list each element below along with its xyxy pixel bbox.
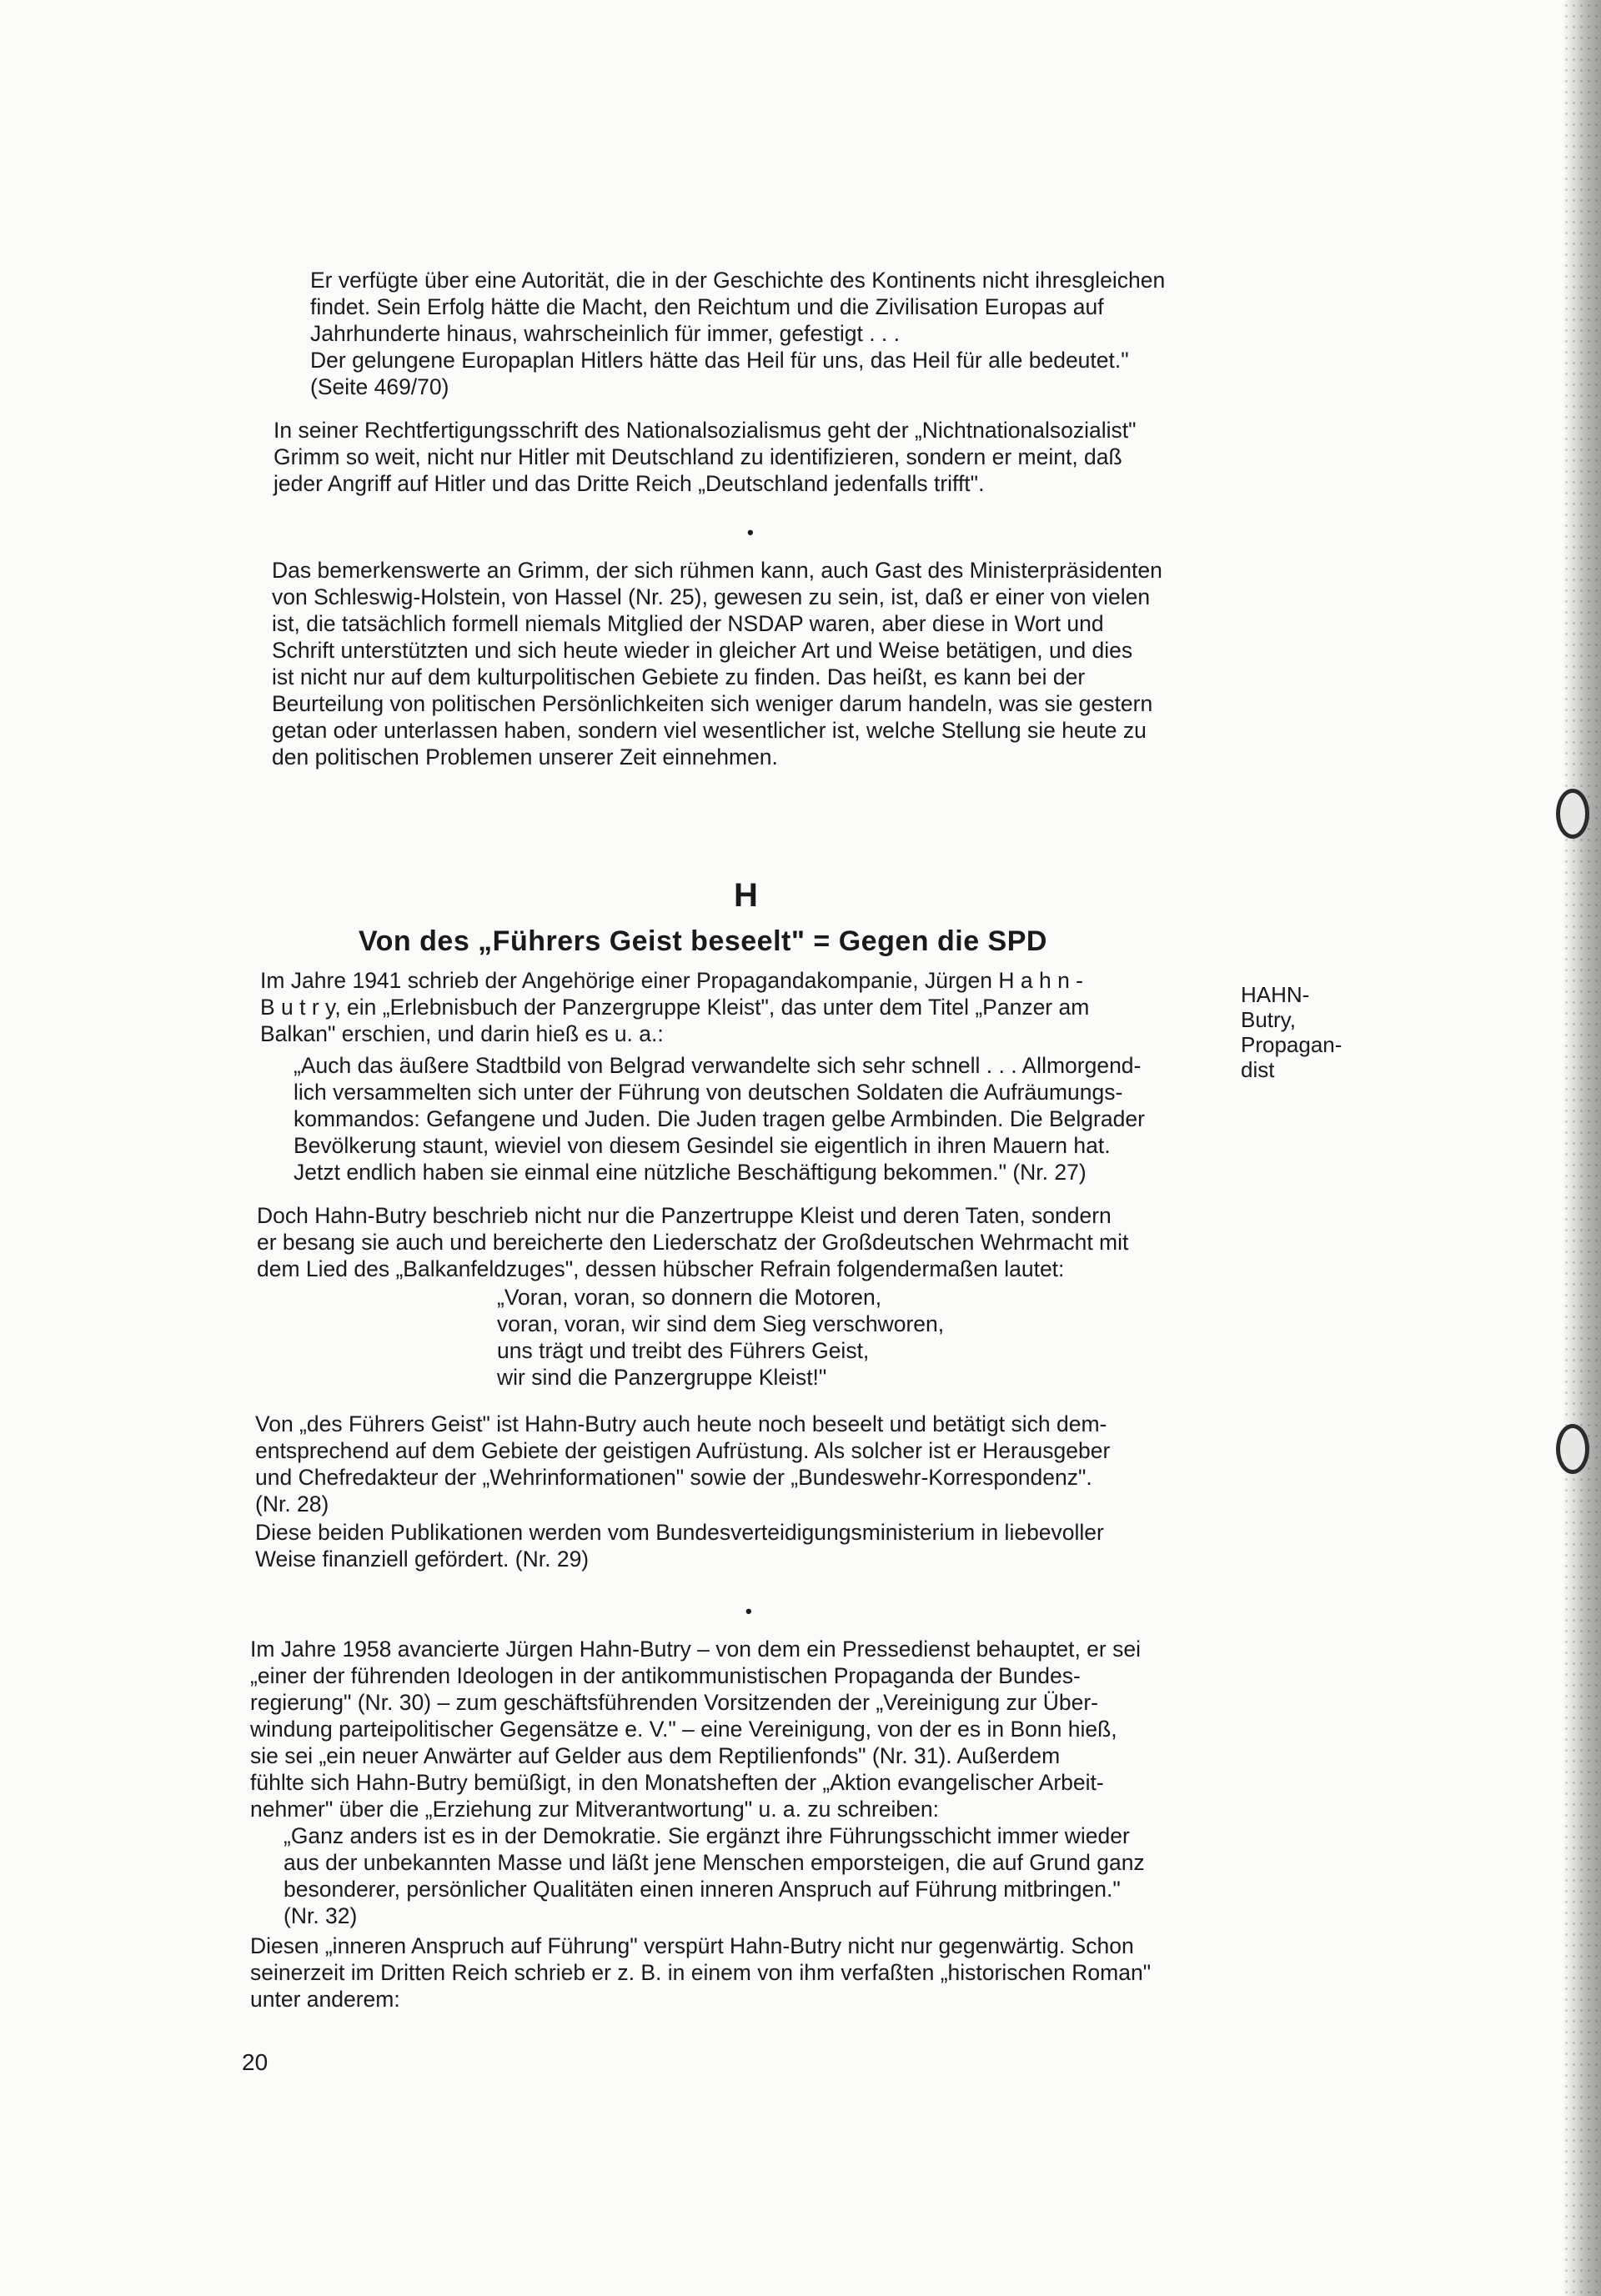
text-line: (Seite 469/70)	[310, 374, 449, 399]
margin-note-line: Propagan-	[1241, 1032, 1343, 1057]
text-line: Weise finanziell gefördert. (Nr. 29)	[255, 1547, 590, 1572]
verse-line: wir sind die Panzergruppe Kleist!"	[497, 1365, 827, 1390]
paragraph-geist	[255, 1411, 1231, 1517]
text-line: Im Jahre 1941 schrieb der Angehörige einer Propagandakompanie, Jürgen H a h n -	[260, 968, 1084, 993]
text-line: (Nr. 28)	[255, 1491, 329, 1516]
text-line: Beurteilung von politischen Persönlichkeiten sich weniger darum handeln, was sie gestern	[272, 691, 1153, 716]
paragraph-diesen	[250, 1933, 1234, 2013]
text-line: Jetzt endlich haben sie einmal eine nützliche Beschäftigung bekommen." (Nr. 27)	[294, 1160, 1087, 1185]
text-line: „Ganz anders ist es in der Demokratie. Sie ergänzt ihre Führungsschicht immer wieder	[284, 1823, 1130, 1848]
text-line: kommandos: Gefangene und Juden. Die Juden tragen gelbe Armbinden. Die Belgrader	[294, 1106, 1145, 1131]
text-line: Doch Hahn-Butry beschrieb nicht nur die Panzertruppe Kleist und deren Taten, sondern	[257, 1203, 1112, 1228]
text-line: findet. Sein Erfolg hätte die Macht, den Reichtum und die Zivilisation Europas auf	[310, 294, 1104, 319]
text-line: und Chefredakteur der „Wehrinformationen" sowie der „Bundeswehr-Korrespondenz".	[255, 1465, 1092, 1490]
paragraph-doch	[257, 1202, 1232, 1282]
text-line: fühlte sich Hahn-Butry bemüßigt, in den Monatsheften der „Aktion evangelischer Arbeit-	[250, 1770, 1104, 1795]
separator-bullet: •	[747, 522, 754, 543]
section-title: Von des „Führers Geist beseelt" = Gegen die SPD	[359, 925, 1047, 957]
text-line: er besang sie auch und bereicherte den Liederschatz der Großdeutschen Wehrmacht mit	[257, 1230, 1129, 1255]
text-line: (Nr. 32)	[284, 1903, 358, 1928]
paragraph-bemerkenswert	[272, 557, 1247, 770]
text-line: sie sei „ein neuer Anwärter auf Gelder aus dem Reptilienfonds" (Nr. 31). Außerdem	[250, 1743, 1061, 1768]
song-verse	[497, 1284, 944, 1391]
text-line: „einer der führenden Ideologen in der antikommunistischen Propaganda der Bundes-	[250, 1663, 1081, 1688]
text-line: entsprechend auf dem Gebiete der geistigen Aufrüstung. Als solcher ist er Herausgeber	[255, 1438, 1111, 1463]
intro-quote	[310, 267, 1252, 400]
margin-note-line: dist	[1241, 1057, 1275, 1082]
paragraph-1958	[250, 1636, 1234, 1822]
text-line: Diesen „inneren Anspruch auf Führung" verspürt Hahn-Butry nicht nur gegenwärtig. Schon	[250, 1933, 1134, 1958]
text-line: In seiner Rechtfertigungsschrift des Nationalsozialismus geht der „Nichtnationalsozialist"	[274, 418, 1137, 443]
text-line: Diese beiden Publikationen werden vom Bundesverteidigungsministerium in liebevoller	[255, 1520, 1104, 1545]
text-line: von Schleswig-Holstein, von Hassel (Nr. 25), gewesen zu sein, ist, daß er einer von vielen	[272, 584, 1151, 609]
text-line: nehmer" über die „Erziehung zur Mitverantwortung" u. a. zu schreiben:	[250, 1797, 940, 1822]
quote-belgrad	[294, 1052, 1236, 1186]
text-line: den politischen Problemen unserer Zeit einnehmen.	[272, 744, 778, 770]
text-line: Bevölkerung staunt, wieviel von diesem Gesindel sie eigentlich in ihren Mauern hat.	[294, 1133, 1111, 1158]
separator-bullet: •	[745, 1601, 752, 1622]
quote-demokratie	[284, 1822, 1234, 1929]
margin-note-line: HAHN-	[1241, 982, 1310, 1007]
verse-line: „Voran, voran, so donnern die Motoren,	[497, 1285, 882, 1310]
text-line: Grimm so weit, nicht nur Hitler mit Deutschland zu identifizieren, sondern er meint, daß	[274, 444, 1122, 469]
text-line: Von „des Führers Geist" ist Hahn-Butry auch heute noch beseelt und betätigt sich dem-	[255, 1411, 1107, 1436]
paragraph-grimm	[274, 417, 1249, 497]
text-line: windung parteipolitischer Gegensätze e. V." – eine Vereinigung, von der es in Bonn hieß,	[250, 1717, 1117, 1742]
text-line: ist nicht nur auf dem kulturpolitischen Gebiete zu finden. Das heißt, es kann bei der	[272, 664, 1086, 689]
text-line: dem Lied des „Balkanfeldzuges", dessen hübscher Refrain folgendermaßen lautet:	[257, 1256, 1065, 1281]
text-line: Der gelungene Europaplan Hitlers hätte das Heil für uns, das Heil für alle bedeutet."	[310, 348, 1129, 373]
text-line: Das bemerkenswerte an Grimm, der sich rühmen kann, auch Gast des Ministerpräsidenten	[272, 558, 1162, 583]
text-line: seinerzeit im Dritten Reich schrieb er z. B. in einem von ihm verfaßten „historischen Roman"	[250, 1960, 1152, 1985]
text-line: getan oder unterlassen haben, sondern viel wesentlicher ist, welche Stellung sie heute zu	[272, 718, 1147, 743]
text-line: besonderer, persönlicher Qualitäten einen inneren Anspruch auf Führung mitbringen."	[284, 1877, 1121, 1902]
scan-edge-texture	[1563, 0, 1601, 2296]
text-line: unter anderem:	[250, 1987, 400, 2012]
margin-note	[1241, 982, 1349, 1082]
verse-line: voran, voran, wir sind dem Sieg verschworen,	[497, 1311, 945, 1336]
paragraph-1941	[260, 967, 1236, 1047]
punch-hole-lower	[1556, 1424, 1589, 1474]
text-line: aus der unbekannten Masse und läßt jene Menschen emporsteigen, die auf Grund ganz	[284, 1850, 1145, 1875]
text-line: „Auch das äußere Stadtbild von Belgrad verwandelte sich sehr schnell . . . Allmorgend-	[294, 1053, 1142, 1078]
text-line: Im Jahre 1958 avancierte Jürgen Hahn-Butry – von dem ein Pressedienst behauptet, er sei	[250, 1637, 1141, 1662]
text-line: Jahrhunderte hinaus, wahrscheinlich für immer, gefestigt . . .	[310, 321, 901, 346]
text-line: B u t r y, ein „Erlebnisbuch der Panzergruppe Kleist", das unter dem Titel „Panzer am	[260, 995, 1090, 1020]
text-line: Schrift unterstützten und sich heute wieder in gleicher Art und Weise betätigen, und dies	[272, 638, 1133, 663]
punch-hole-upper	[1556, 789, 1589, 839]
paragraph-diese	[255, 1519, 1231, 1572]
page-number: 20	[242, 2049, 269, 2075]
text-line: regierung" (Nr. 30) – zum geschäftsführenden Vorsitzenden der „Vereinigung zur Über-	[250, 1690, 1098, 1715]
section-letter: H	[734, 877, 758, 914]
text-line: jeder Angriff auf Hitler und das Dritte Reich „Deutschland jedenfalls trifft".	[274, 471, 985, 496]
text-line: lich versammelten sich unter der Führung von deutschen Soldaten die Aufräumungs-	[294, 1080, 1123, 1105]
text-line: Er verfügte über eine Autorität, die in der Geschichte des Kontinents nicht ihresgleichen	[310, 268, 1166, 293]
margin-note-line: Butry,	[1241, 1007, 1296, 1032]
verse-line: uns trägt und treibt des Führers Geist,	[497, 1338, 870, 1363]
text-line: ist, die tatsächlich formell niemals Mitglied der NSDAP waren, aber diese in Wort und	[272, 611, 1104, 636]
text-line: Balkan" erschien, und darin hieß es u. a.:	[260, 1021, 664, 1046]
